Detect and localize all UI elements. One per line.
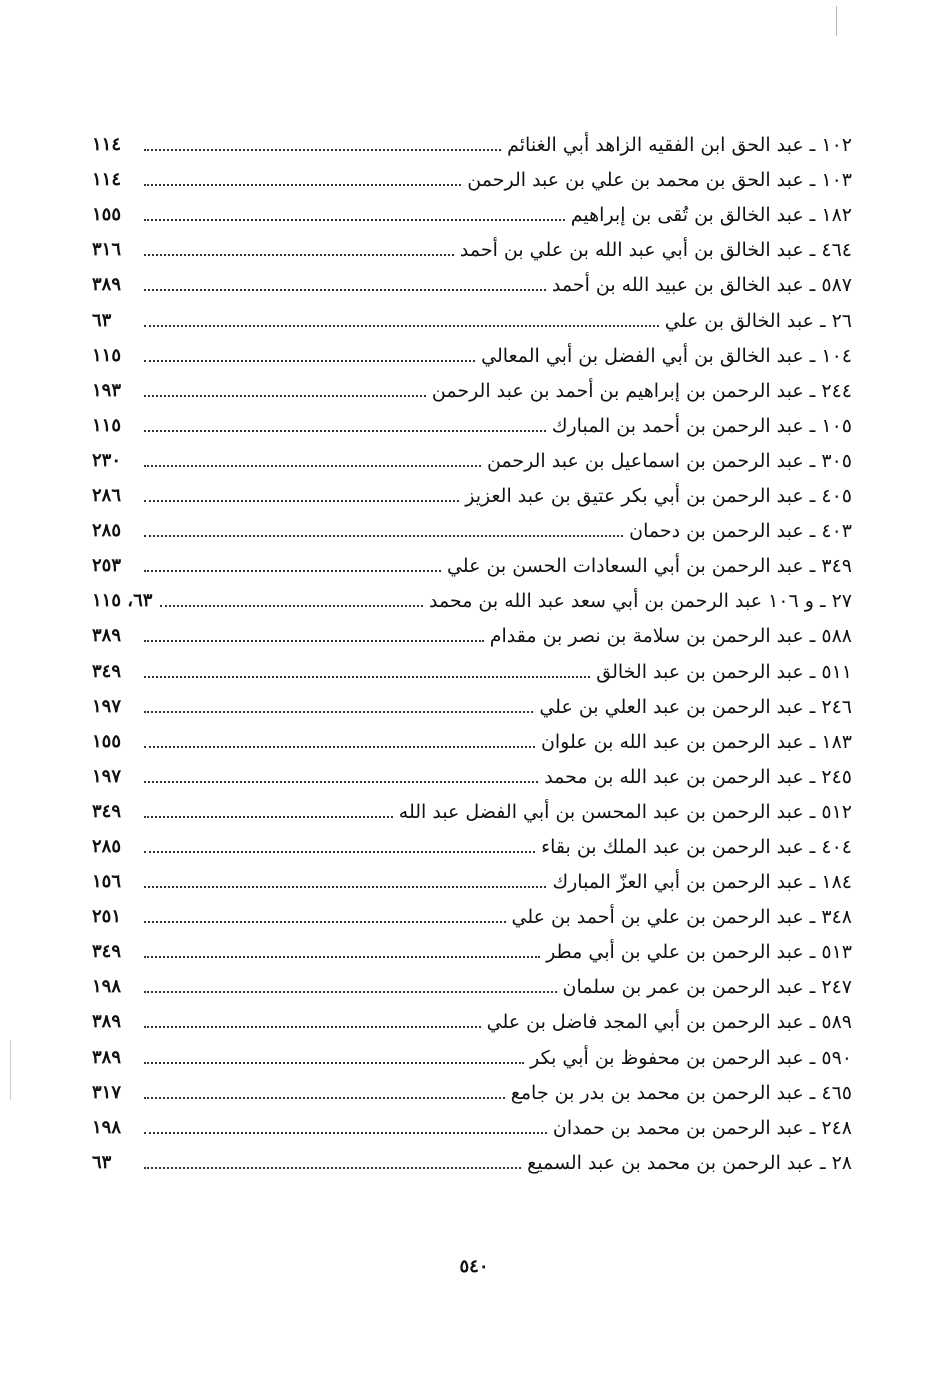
entry-page-ref: ٢٨٥ [92,520,122,542]
entry-page-ref: ١١٤ [92,169,122,191]
entry-page-ref: ١٩٨ [92,976,122,998]
entry-page-ref: ٣٨٩ [92,274,122,296]
index-entry [92,824,852,859]
dot-leader [144,640,484,642]
dot-leader [144,886,546,888]
index-entry [92,789,852,824]
entry-page-ref: ٦٣، ١١٥ [92,590,153,612]
dot-leader [144,500,459,502]
dot-leader [144,535,623,537]
index-entry [92,648,852,683]
scan-mark [836,6,837,36]
index-entry [92,157,852,192]
dot-leader [144,851,535,853]
dot-leader [144,956,540,958]
dot-leader [144,219,565,221]
entry-name: ١٨٣ ـ عبد الرحمن بن عبد الله بن علوان [540,730,852,753]
dot-leader [144,816,393,818]
entry-name: ٤٠٥ ـ عبد الرحمن بن أبي بكر عتيق بن عبد العزيز [465,485,852,508]
entry-page-ref: ٣٨٩ [92,1011,122,1033]
dot-leader [144,570,441,572]
index-entry [92,754,852,789]
entry-page-ref: ٢٨٦ [92,485,122,507]
index-entry [92,964,852,999]
dot-leader [144,781,538,783]
dot-leader [144,921,506,923]
dot-leader [144,676,590,678]
entry-page-ref: ١١٥ [92,344,122,366]
index-entry [92,262,852,297]
scan-mark [10,1040,11,1100]
entry-page-ref: ٣٤٩ [92,660,122,682]
entry-name: ١٠٢ ـ عبد الحق ابن الفقيه الزاهد أبي الغنائم [507,134,852,157]
dot-leader [144,1026,481,1028]
index-entry [92,192,852,227]
entry-page-ref: ١٥٥ [92,204,122,226]
entry-page-ref: ٢٥٣ [92,555,122,577]
entry-name: ٢٦ ـ عبد الخالق بن علي [664,309,852,332]
entry-name: ٢٧ ـ و ١٠٦ عبد الرحمن بن أبي سعد عبد الله بن محمد [428,590,852,613]
entry-name: ٤٠٤ ـ عبد الرحمن بن عبد الملك بن بقاء [541,835,852,858]
entry-name: ٣٠٥ ـ عبد الرحمن بن اسماعيل بن عبد الرحمن [486,449,852,472]
index-entry [92,227,852,262]
dot-leader [160,605,423,607]
index-entry [92,1070,852,1105]
entry-page-ref: ٣١٦ [92,239,122,261]
entry-page-ref: ٢٥١ [92,906,122,928]
entry-name: ١٨٤ ـ عبد الرحمن بن أبي العزّ المبارك [552,871,852,894]
index-entry [92,333,852,368]
index-entry [92,684,852,719]
entry-page-ref: ١٩٧ [92,765,122,787]
page-number: ٥٤٠ [459,1256,489,1277]
dot-leader [144,395,426,397]
entry-name: ٤٠٣ ـ عبد الرحمن بن دحمان [629,520,852,543]
index-entry [92,613,852,648]
entry-name: ٥١١ ـ عبد الرحمن بن عبد الخالق [596,660,852,683]
dot-leader [144,254,454,256]
dot-leader [144,991,557,993]
index-entry [92,1105,852,1140]
entry-page-ref: ١٩٣ [92,379,122,401]
entry-page-ref: ١٩٨ [92,1116,122,1138]
entry-name: ٥٩٠ ـ عبد الرحمن بن محفوظ بن أبي بكر [530,1046,852,1069]
entry-page-ref: ٣١٧ [92,1081,122,1103]
entry-page-ref: ١٥٥ [92,730,122,752]
index-entry [92,297,852,332]
index-entry [92,578,852,613]
dot-leader [144,430,546,432]
entry-page-ref: ٦٣ [92,1151,112,1173]
dot-leader [144,465,481,467]
entry-name: ١٠٤ ـ عبد الخالق بن أبي الفضل بن أبي المعالي [481,344,852,367]
dot-leader [144,1062,524,1064]
entry-name: ١٠٣ ـ عبد الحق بن محمد بن علي بن عبد الرحمن [467,169,852,192]
index-entry [92,508,852,543]
entry-name: ٥١٣ ـ عبد الرحمن بن علي بن أبي مطر [546,941,852,964]
entry-page-ref: ٦٣ [92,309,112,331]
dot-leader [144,149,501,151]
entry-page-ref: ٢٨٥ [92,835,122,857]
entry-name: ٢٨ ـ عبد الرحمن بن محمد بن عبد السميع [527,1151,852,1174]
dot-leader [144,184,461,186]
index-entry [92,438,852,473]
index-entry [92,999,852,1034]
entry-name: ٣٤٨ ـ عبد الرحمن بن علي بن أحمد بن علي [511,906,852,929]
entry-page-ref: ١١٥ [92,414,122,436]
entry-name: ٥٨٨ ـ عبد الرحمن بن سلامة بن نصر بن مقدام [489,625,852,648]
index-entry [92,929,852,964]
index-entry [92,859,852,894]
entry-name: ٢٤٥ ـ عبد الرحمن بن عبد الله بن محمد [544,765,852,788]
entry-page-ref: ١٥٦ [92,871,122,893]
entry-page-ref: ٣٨٩ [92,625,122,647]
index-entry [92,1034,852,1069]
entry-page-ref: ٢٣٠ [92,449,122,471]
entry-page-ref: ١١٤ [92,134,122,156]
dot-leader [144,1097,505,1099]
index-list [92,122,852,1175]
entry-name: ٤٦٥ ـ عبد الرحمن بن محمد بن بدر بن جامع [510,1081,852,1104]
entry-name: ٢٤٦ ـ عبد الرحمن بن عبد العلي بن علي [539,695,852,718]
index-entry [92,473,852,508]
entry-name: ٢٤٧ ـ عبد الرحمن بن عمر بن سلمان [562,976,852,999]
dot-leader [144,711,533,713]
dot-leader [144,1132,547,1134]
dot-leader [144,325,659,327]
entry-name: ٥٨٩ ـ عبد الرحمن بن أبي المجد فاضل بن علي [486,1011,852,1034]
entry-name: ٥١٢ ـ عبد الرحمن بن عبد المحسن بن أبي الفضل عبد الله [398,800,852,823]
dot-leader [144,746,535,748]
entry-name: ٥٨٧ ـ عبد الخالق بن عبيد الله بن أحمد [551,274,852,297]
index-entry [92,894,852,929]
dot-leader [144,289,546,291]
entry-name: ١٨٢ ـ عبد الخالق بن تُقى بن إبراهيم [570,204,852,227]
index-entry [92,403,852,438]
index-entry [92,719,852,754]
entry-page-ref: ٣٤٩ [92,941,122,963]
entry-name: ٣٤٩ ـ عبد الرحمن بن أبي السعادات الحسن بن علي [446,555,852,578]
index-entry [92,1140,852,1175]
dot-leader [144,360,475,362]
entry-page-ref: ٣٨٩ [92,1046,122,1068]
entry-page-ref: ١٩٧ [92,695,122,717]
entry-name: ٤٦٤ ـ عبد الخالق بن أبي عبد الله بن علي بن أحمد [459,239,852,262]
entry-name: ١٠٥ ـ عبد الرحمن بن أحمد بن المبارك [551,414,852,437]
index-entry [92,543,852,578]
index-entry [92,122,852,157]
entry-page-ref: ٣٤٩ [92,800,122,822]
entry-name: ٢٤٨ ـ عبد الرحمن بن محمد بن حمدان [552,1116,852,1139]
dot-leader [144,1167,521,1169]
index-entry [92,368,852,403]
entry-name: ٢٤٤ ـ عبد الرحمن بن إبراهيم بن أحمد بن عبد الرحمن [431,379,852,402]
